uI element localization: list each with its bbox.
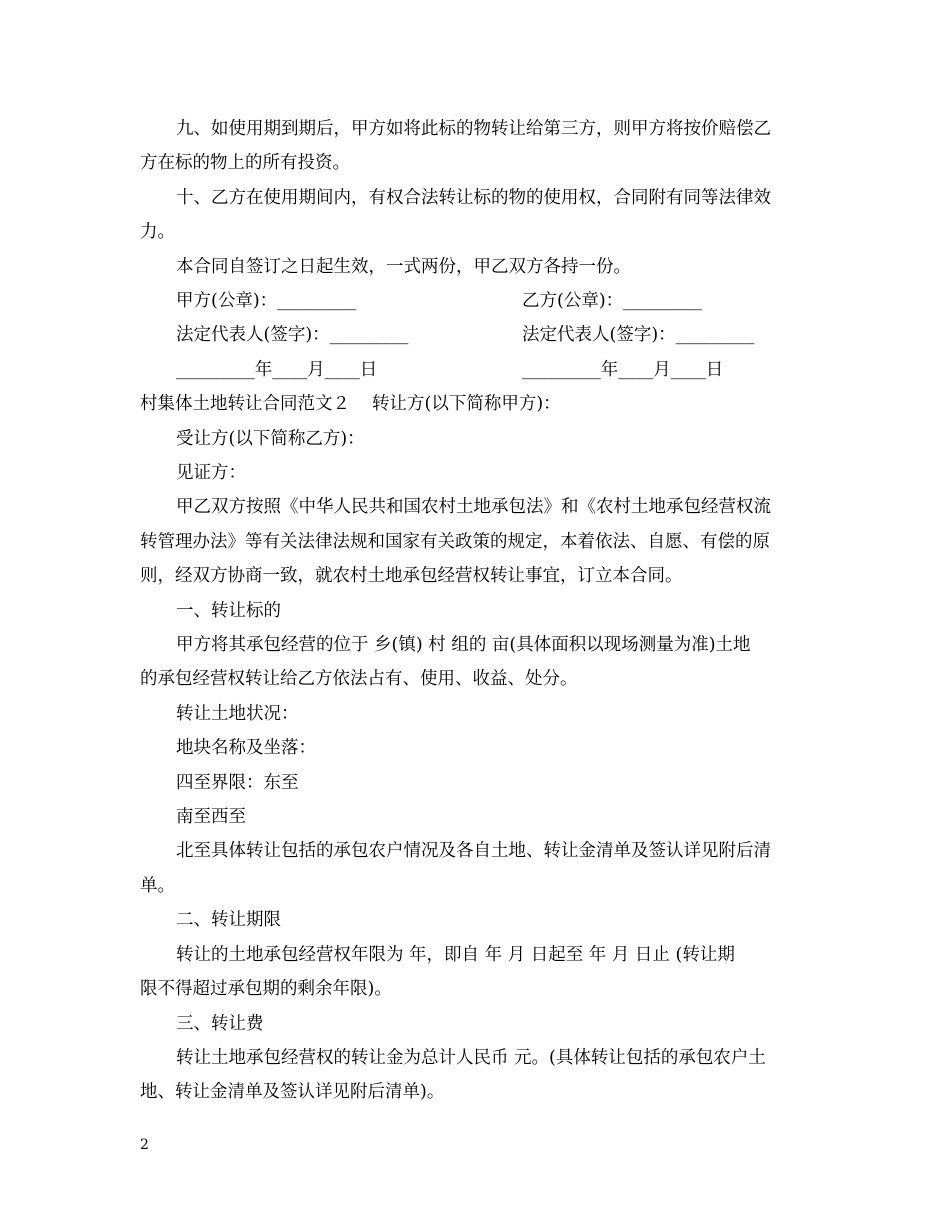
section-1-line-2: 的承包经营权转让给乙方依法占有、使用、收益、处分。 xyxy=(140,669,578,690)
boundaries-south-west: 南至西至 xyxy=(176,807,246,828)
document-body xyxy=(140,112,820,1110)
contract-title: 村集体土地转让合同范文２ xyxy=(140,394,350,415)
party-a-date: _________年____月____日 xyxy=(176,359,378,380)
section-2-line-2: 限不得超过承包期的剩余年限)。 xyxy=(140,979,392,1000)
clause-9-line-1: 九、如使用期到期后，甲方如将此标的物转让给第三方，则甲方将按价赔偿乙 xyxy=(176,119,771,139)
witness-label: 见证方： xyxy=(176,463,246,484)
signature-row-representative xyxy=(140,318,820,352)
signature-row-date xyxy=(140,353,820,387)
signature-row-seal xyxy=(140,284,820,318)
section-3-heading: 三、转让费 xyxy=(176,1013,264,1034)
preamble-line-2: 转管理办法》等有关法律法规和国家有关政策的规定，本着依法、自愿、有偿的原 xyxy=(140,531,770,552)
party-b-seal: 乙方(公章)：_________ xyxy=(522,291,702,312)
clause-9-line-2: 方在标的物上的所有投资。 xyxy=(140,153,350,174)
section-3-line-2: 地、转让金清单及签认详见附后清单)。 xyxy=(140,1082,445,1103)
preamble-line-1: 甲乙双方按照《中华人民共和国农村土地承包法》和《农村土地承包经营权流 xyxy=(176,497,771,518)
party-b-date: _________年____月____日 xyxy=(522,359,724,380)
section-1-line-1: 甲方将其承包经营的位于 乡(镇) 村 组的 亩(具体面积以现场测量为准)土地 xyxy=(176,635,751,656)
effective-clause: 本合同自签订之日起生效，一式两份，甲乙双方各持一份。 xyxy=(176,256,631,277)
page-number: 2 xyxy=(140,1137,149,1153)
boundaries-north-line-1: 北至具体转让包括的承包农户情况及各自土地、转让金清单及签认详见附后清 xyxy=(176,841,771,862)
plot-name-label: 地块名称及坐落： xyxy=(176,738,316,759)
section-2-heading: 二、转让期限 xyxy=(176,910,281,931)
boundaries-north-line-2: 单。 xyxy=(140,875,175,896)
transferor-label: 转让方(以下简称甲方)： xyxy=(372,394,561,415)
transferee-label: 受让方(以下简称乙方)： xyxy=(176,428,365,449)
section-1-heading: 一、转让标的 xyxy=(176,600,281,621)
section-3-line-1: 转让土地承包经营权的转让金为总计人民币 元。(具体转让包括的承包农户土 xyxy=(176,1047,766,1068)
party-a-seal: 甲方(公章)：_________ xyxy=(176,291,356,312)
title-line xyxy=(140,387,820,421)
clause-10-line-2: 力。 xyxy=(140,222,175,243)
boundaries-label: 四至界限：东至 xyxy=(176,772,299,793)
clause-10-line-1: 十、乙方在使用期间内，有权合法转让标的物的使用权，合同附有同等法律效 xyxy=(176,187,771,208)
party-b-representative: 法定代表人(签字)：_________ xyxy=(522,325,755,346)
party-a-representative: 法定代表人(签字)：_________ xyxy=(176,325,409,346)
section-2-line-1: 转让的土地承包经营权年限为 年，即自 年 月 日起至 年 月 日止 (转让期 xyxy=(176,944,735,965)
preamble-line-3: 则，经双方协商一致，就农村土地承包经营权转让事宜，订立本合同。 xyxy=(140,566,683,587)
land-status-label: 转让土地状况： xyxy=(176,703,299,724)
